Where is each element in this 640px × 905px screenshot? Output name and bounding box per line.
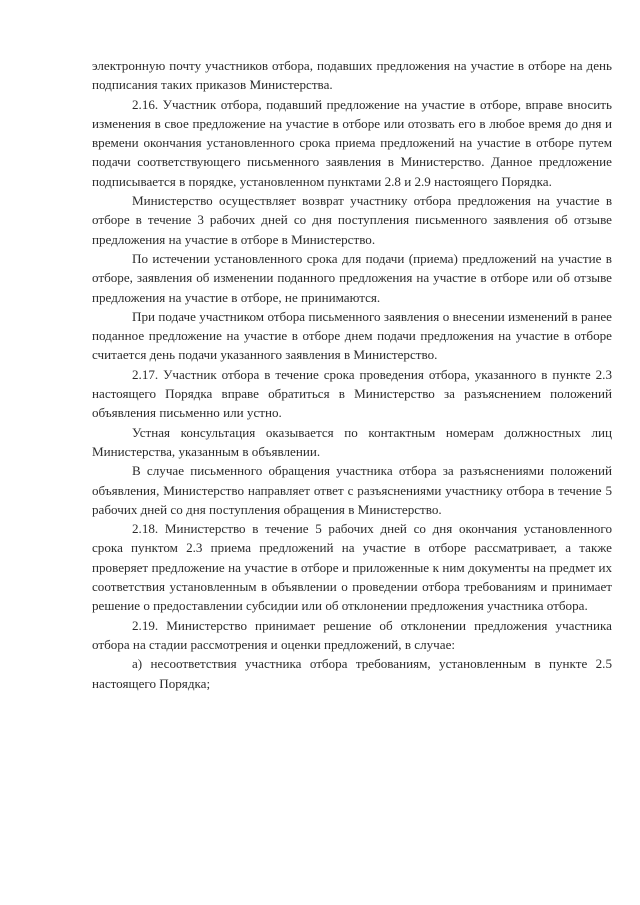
paragraph-item-a: а) несоответствия участника отбора требованиям, установленным в пункте 2.5 настоящего Порядка; [92,656,612,691]
paragraph-clause-2-19: 2.19. Министерство принимает решение об отклонении предложения участника отбора на стадии рассмотрения и оценки предложений, в случае: [92,617,612,652]
paragraph-written-request: В случае письменного обращения участника отбора за разъяснениями положений объявления, Министерство направляет ответ с разъяснениями участнику отбора в течение 5 рабочих дней со дня поступления обращения в Министерство. [92,463,612,517]
paragraph-deadline-expiry: По истечении установленного срока для подачи (приема) предложений на участие в отборе, заявления об изменении поданного предложения на участие в отборе или об отзыве предложения на участие в отборе, не принимаются. [92,250,612,305]
paragraph-clause-2-17: 2.17. Участник отбора в течение срока проведения отбора, указанного в пункте 2.3 настоящего Порядка вправе обратиться в Министерство за разъяснением положений объявления письменно или устно. [92,366,612,421]
paragraph-clause-2-18: 2.18. Министерство в течение 5 рабочих дней со дня окончания установленного срока пунктом 2.3 приема предложений на участие в отборе рассматривает, а также проверяет предложение на участие в отборе и приложенные к ним документы на предмет их соответствия установленным в объявлении о проведении отбора требованиям и принимает решение о предоставлении субсидии или об отклонении предложения участника отбора. [92,521,612,614]
paragraph-clause-2-16: 2.16. Участник отбора, подавший предложение на участие в отборе, вправе вносить изменения в свое предложение на участие в отборе или отозвать его в любое время до дня и времени окончания установленного срока приема предложений на участие в отборе путем подачи соответствующего письменного заявления в Министерство. Данное предложение подписывается в порядке, установленном пунктами 2.8 и 2.9 настоящего Порядка. [92,96,612,189]
paragraph-return-proposal: Министерство осуществляет возврат участнику отбора предложения на участие в отборе в течение 3 рабочих дней со дня поступления письменного заявления об отзыве предложения на участие в отборе в Министерство. [92,193,612,247]
paragraph-oral-consultation: Устная консультация оказывается по контактным номерам должностных лиц Министерства, указанным в объявлении. [92,424,612,459]
document-body [92,56,612,693]
paragraph-continuation: электронную почту участников отбора, подавших предложения на участие в отборе на день подписания таких приказов Министерства. [92,58,612,93]
paragraph-changes-submission: При подаче участником отбора письменного заявления о внесении изменений в ранее поданное предложение на участие в отборе днем подачи предложения на участие в отборе считается день подачи указанного заявления в Министерство. [92,308,612,363]
